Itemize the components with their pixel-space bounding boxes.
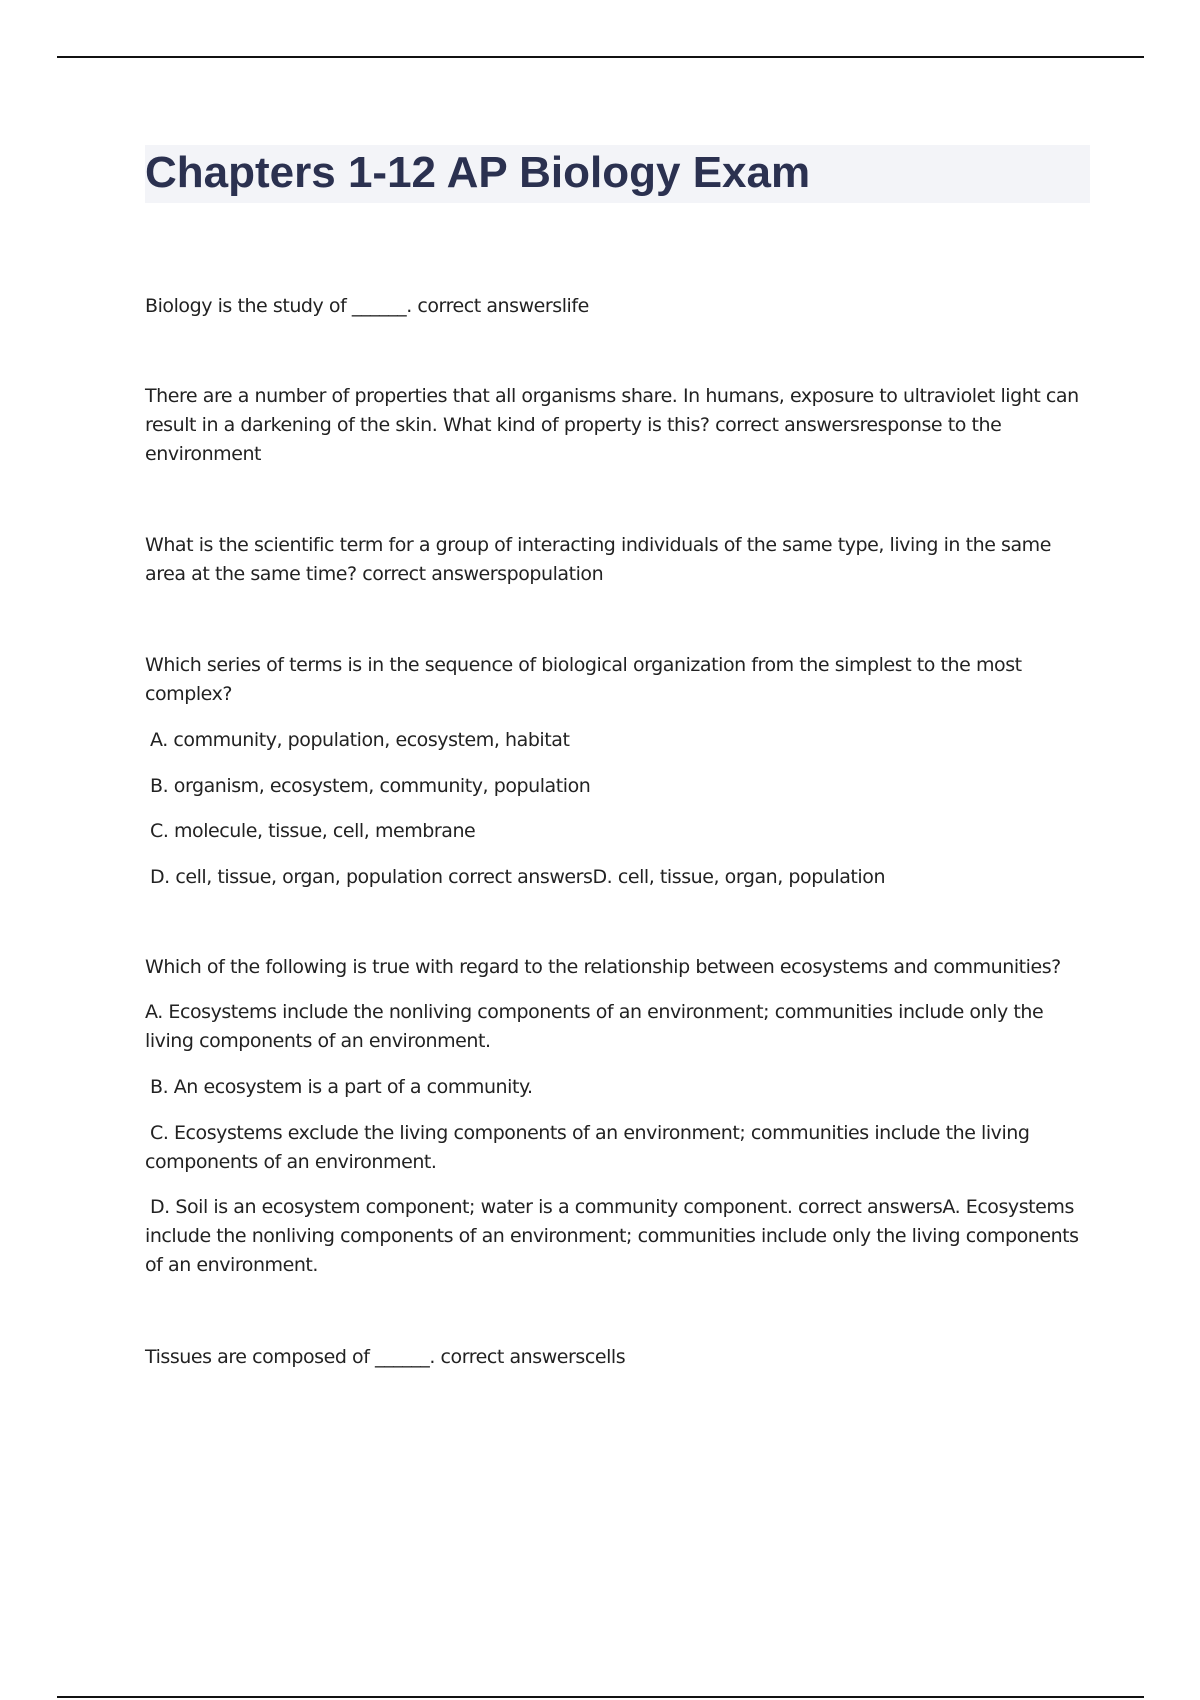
question-6: Tissues are composed of ______. correct answerscells — [145, 1346, 626, 1368]
question-4-option-d: D. cell, tissue, organ, population correct answersD. cell, tissue, organ, population — [150, 866, 886, 888]
question-4-option-b: B. organism, ecosystem, community, population — [150, 775, 591, 797]
question-4-option-c: C. molecule, tissue, cell, membrane — [150, 820, 476, 842]
question-4: Which series of terms is in the sequence of biological organization from the simplest to the most complex? — [145, 654, 1022, 705]
question-3: What is the scientific term for a group of interacting individuals of the same type, living in the same area at the same time? correct answerspopulation — [145, 534, 1051, 585]
question-5-option-d: D. Soil is an ecosystem component; water is a community component. correct answersA. Ecosystems include the nonliving components of an environment; communities include only the living components of an environment. — [145, 1196, 1079, 1276]
question-5-option-a: A. Ecosystems include the nonliving components of an environment; communities include only the living components of an environment. — [145, 1001, 1044, 1052]
question-5-option-b: B. An ecosystem is a part of a community. — [150, 1076, 533, 1098]
page-title: Chapters 1-12 AP Biology Exam — [145, 148, 811, 197]
question-5: Which of the following is true with regard to the relationship between ecosystems and communities? — [145, 956, 1061, 978]
bottom-rule — [57, 1696, 1144, 1698]
top-rule — [57, 56, 1144, 58]
question-4-option-a: A. community, population, ecosystem, habitat — [150, 729, 570, 751]
question-5-option-c: C. Ecosystems exclude the living components of an environment; communities include the living components of an environment. — [145, 1122, 1030, 1173]
question-1: Biology is the study of ______. correct answerslife — [145, 295, 589, 317]
question-2: There are a number of properties that all organisms share. In humans, exposure to ultraviolet light can result in a darkening of the skin. What kind of property is this? correct answersresponse to the environment — [145, 385, 1079, 465]
